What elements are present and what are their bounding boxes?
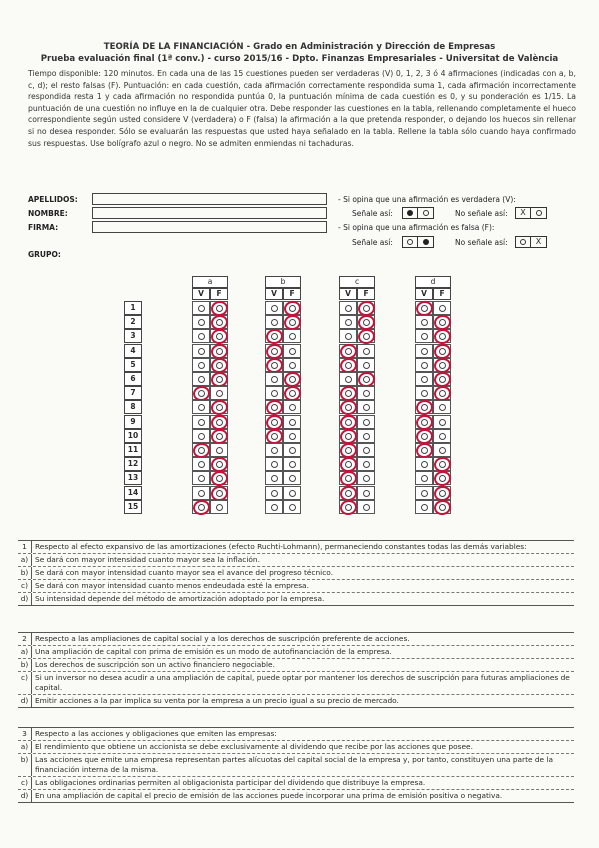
answer-bubble (421, 319, 428, 326)
answer-cell-b-1-f[interactable] (283, 301, 301, 315)
answer-bubble (289, 348, 296, 355)
answer-cell-d-6-f[interactable] (433, 372, 451, 386)
answer-cell-d-5-f[interactable] (433, 358, 451, 372)
option-row (18, 566, 574, 579)
answer-cell-c-10-f[interactable] (357, 429, 375, 443)
apellidos-label: APELLIDOS: (28, 195, 78, 204)
legend-false-mark-label: Señale así: (352, 238, 393, 247)
answer-cell-b-8-v[interactable] (265, 400, 283, 414)
row-number: 4 (124, 344, 142, 358)
answer-cell-a-11-v[interactable] (192, 443, 210, 457)
empty-circle-icon (531, 208, 546, 218)
col-header-f: F (433, 288, 451, 300)
option-text: Las obligaciones ordinarias permiten al obligacionista participar del dividendo que distribuye la empresa. (35, 778, 426, 787)
answer-cell-b-12-f[interactable] (283, 457, 301, 471)
answer-cell-d-8-v[interactable] (415, 400, 433, 414)
question-stem-row (18, 632, 574, 645)
row-number: 2 (124, 315, 142, 329)
answer-bubble (363, 475, 370, 482)
answer-cell-b-2-f[interactable] (283, 315, 301, 329)
answer-cell-c-12-v[interactable] (339, 457, 357, 471)
answer-cell-d-2-f[interactable] (433, 315, 451, 329)
option-row (18, 553, 574, 566)
answer-bubble (198, 333, 205, 340)
answer-cell-c-6-v[interactable] (339, 372, 357, 386)
answer-bubble (289, 404, 296, 411)
option-row (18, 592, 574, 606)
block-header-a: a (192, 276, 228, 288)
answer-bubble (216, 504, 223, 511)
answer-bubble (198, 419, 205, 426)
answer-cell-d-5-v[interactable] (415, 358, 433, 372)
question-stem: Respecto a las acciones y obligaciones que emiten las empresas: (35, 729, 277, 738)
answer-cell-b-3-v[interactable] (265, 329, 283, 343)
answer-cell-d-2-v[interactable] (415, 315, 433, 329)
answer-cell-c-11-v[interactable] (339, 443, 357, 457)
answer-bubble (198, 475, 205, 482)
col-header-f: F (357, 288, 375, 300)
answer-cell-a-10-v[interactable] (192, 429, 210, 443)
answer-bubble (198, 362, 205, 369)
option-letter: c) (18, 777, 32, 789)
option-text: Los derechos de suscripción son un activo financiero negociable. (35, 660, 275, 669)
answer-cell-d-9-v[interactable] (415, 415, 433, 429)
answer-cell-a-12-v[interactable] (192, 457, 210, 471)
option-letter: b) (18, 567, 32, 579)
answer-cell-a-6-v[interactable] (192, 372, 210, 386)
answer-cell-a-1-v[interactable] (192, 301, 210, 315)
answer-bubble (363, 490, 370, 497)
answer-bubble (198, 490, 205, 497)
firma-label: FIRMA: (28, 223, 59, 232)
answer-cell-b-2-v[interactable] (265, 315, 283, 329)
answer-bubble (421, 461, 428, 468)
answer-cell-d-14-v[interactable] (415, 486, 433, 500)
answer-cell-c-15-v[interactable] (339, 500, 357, 514)
option-text: Se dará con mayor intensidad cuanto mayor sea la inflación. (35, 555, 260, 564)
legend-true-mark-label: Señale así: (352, 209, 393, 218)
answer-bubble (345, 305, 352, 312)
option-letter: d) (18, 695, 32, 707)
option-letter: c) (18, 672, 32, 694)
answer-bubble (439, 433, 446, 440)
filled-dot-icon (418, 237, 433, 247)
option-row (18, 694, 574, 708)
answer-cell-c-13-v[interactable] (339, 471, 357, 485)
answer-cell-d-15-v[interactable] (415, 500, 433, 514)
block-header-d: d (415, 276, 451, 288)
question-stem-row (18, 540, 574, 553)
row-number: 12 (124, 457, 142, 471)
col-header-v: V (265, 288, 283, 300)
answer-bubble (289, 490, 296, 497)
option-text: Su intensidad depende del método de amortización adoptado por la empresa. (35, 594, 325, 603)
legend-true-text: - Si opina que una afirmación es verdadera (V): (338, 195, 516, 204)
answer-cell-b-9-f[interactable] (283, 415, 301, 429)
answer-bubble (289, 504, 296, 511)
empty-circle-icon (418, 208, 433, 218)
answer-bubble (198, 461, 205, 468)
answer-cell-d-10-f[interactable] (433, 429, 451, 443)
answer-bubble (271, 461, 278, 468)
answer-cell-c-8-f[interactable] (357, 400, 375, 414)
answer-cell-c-13-f[interactable] (357, 471, 375, 485)
answer-cell-b-4-f[interactable] (283, 344, 301, 358)
legend-false-dont-label: No señale así: (455, 238, 508, 247)
question-1 (18, 540, 574, 606)
answer-cell-a-13-v[interactable] (192, 471, 210, 485)
option-letter: c) (18, 580, 32, 592)
answer-cell-d-7-f[interactable] (433, 386, 451, 400)
answer-cell-b-10-v[interactable] (265, 429, 283, 443)
answer-cell-c-10-v[interactable] (339, 429, 357, 443)
answer-cell-a-15-f[interactable] (210, 500, 228, 514)
answer-cell-d-3-f[interactable] (433, 329, 451, 343)
answer-cell-d-1-v[interactable] (415, 301, 433, 315)
answer-bubble (363, 348, 370, 355)
answer-bubble (363, 419, 370, 426)
answer-bubble (421, 504, 428, 511)
answer-cell-b-6-f[interactable] (283, 372, 301, 386)
answer-cell-b-7-v[interactable] (265, 386, 283, 400)
instructions: Tiempo disponible: 120 minutos. En cada una de las 15 cuestiones pueden ser verdaderas (V) 0, 1, 2, 3 ó 4 afirmaciones (indicadas con a, b, c, d); el resto falsas (F). Puntuación: en cada cuestión, cada afirmación correctamente respondida suma 1, cada afirmación incorrectamente respondida resta 1 y cada afirmación no respondida puntúa 0, la puntuación mínima de cada cuestión es 0, y su ponderación es 1/15. La puntuación de una cuestión no influye en la de cualquier otra. Debe responder las cuestiones en la tabla, rellenando completamente el hueco correspondiente según usted considere V (verdadera) o F (falsa) la afirmación a la que pretenda responder, o dejando los huecos sin rellenar si no desea responder. Sólo se evaluarán las respuestas que usted haya señalado en la tabla. Rellene la tabla sólo cuando haya confirmado sus respuestas. Use bolígrafo azul o negro. No se admiten enmiendas ni tachaduras. (28, 69, 576, 148)
apellidos-field[interactable] (92, 193, 327, 205)
answer-bubble (363, 461, 370, 468)
answer-cell-b-14-v[interactable] (265, 486, 283, 500)
option-text: El rendimiento que obtiene un accionista se debe exclusivamente al dividendo que recibe por las acciones que posee. (35, 742, 473, 751)
answer-bubble (363, 447, 370, 454)
answer-cell-b-11-f[interactable] (283, 443, 301, 457)
answer-cell-a-12-f[interactable] (210, 457, 228, 471)
answer-cell-d-11-v[interactable] (415, 443, 433, 457)
option-text: Emitir acciones a la par implica su venta por la empresa a un precio igual a su precio de mercado. (35, 696, 399, 705)
answer-bubble (421, 333, 428, 340)
answer-cell-a-10-f[interactable] (210, 429, 228, 443)
answer-cell-b-11-v[interactable] (265, 443, 283, 457)
question-number: 3 (18, 728, 32, 740)
answer-cell-c-12-f[interactable] (357, 457, 375, 471)
answer-bubble (271, 490, 278, 497)
answer-cell-d-7-v[interactable] (415, 386, 433, 400)
answer-cell-c-2-f[interactable] (357, 315, 375, 329)
answer-cell-b-15-v[interactable] (265, 500, 283, 514)
answer-cell-d-9-f[interactable] (433, 415, 451, 429)
answer-cell-c-6-f[interactable] (357, 372, 375, 386)
option-letter: a) (18, 646, 32, 658)
answer-cell-a-9-v[interactable] (192, 415, 210, 429)
option-text: Una ampliación de capital con prima de emisión es un modo de autofinanciación de la empresa. (35, 647, 392, 656)
answer-bubble (439, 447, 446, 454)
option-letter: d) (18, 790, 32, 802)
answer-cell-d-1-f[interactable] (433, 301, 451, 315)
question-number: 1 (18, 541, 32, 553)
option-letter: b) (18, 754, 32, 776)
answer-cell-c-1-f[interactable] (357, 301, 375, 315)
answer-bubble (363, 404, 370, 411)
question-stem-row (18, 727, 574, 740)
handwritten-circle-mark (339, 498, 359, 516)
answer-cell-c-1-v[interactable] (339, 301, 357, 315)
answer-cell-a-4-v[interactable] (192, 344, 210, 358)
answer-bubble (289, 461, 296, 468)
answer-cell-c-11-f[interactable] (357, 443, 375, 457)
row-number: 1 (124, 301, 142, 315)
answer-cell-a-8-f[interactable] (210, 400, 228, 414)
answer-bubble (198, 376, 205, 383)
answer-cell-b-5-f[interactable] (283, 358, 301, 372)
filled-dot-icon (403, 208, 418, 218)
answer-cell-c-14-f[interactable] (357, 486, 375, 500)
row-number: 3 (124, 329, 142, 343)
question-2 (18, 632, 574, 708)
answer-cell-c-5-v[interactable] (339, 358, 357, 372)
answer-cell-b-13-v[interactable] (265, 471, 283, 485)
answer-cell-b-5-v[interactable] (265, 358, 283, 372)
answer-bubble (271, 305, 278, 312)
answer-cell-b-14-f[interactable] (283, 486, 301, 500)
answer-bubble (289, 447, 296, 454)
answer-bubble (198, 348, 205, 355)
answer-bubble (289, 433, 296, 440)
answer-cell-a-8-v[interactable] (192, 400, 210, 414)
answer-cell-d-4-f[interactable] (433, 344, 451, 358)
answer-bubble (271, 319, 278, 326)
row-number: 11 (124, 443, 142, 457)
answer-cell-d-11-f[interactable] (433, 443, 451, 457)
answer-cell-a-3-f[interactable] (210, 329, 228, 343)
col-header-v: V (415, 288, 433, 300)
answer-bubble (439, 419, 446, 426)
answer-cell-c-4-v[interactable] (339, 344, 357, 358)
answer-cell-a-13-f[interactable] (210, 471, 228, 485)
answer-bubble (271, 475, 278, 482)
option-letter: b) (18, 659, 32, 671)
row-number: 7 (124, 386, 142, 400)
option-row (18, 789, 574, 803)
answer-bubble (421, 362, 428, 369)
answer-cell-c-15-f[interactable] (357, 500, 375, 514)
row-number: 5 (124, 358, 142, 372)
option-text: Si un inversor no desea acudir a una ampliación de capital, puede optar por mantener los derechos de suscripción para futuras ampliaciones de capital. (35, 673, 570, 692)
question-number: 2 (18, 633, 32, 645)
answer-cell-b-1-v[interactable] (265, 301, 283, 315)
answer-bubble (363, 433, 370, 440)
answer-cell-d-4-v[interactable] (415, 344, 433, 358)
legend-false-text: - Si opina que una afirmación es falsa (F): (338, 223, 495, 232)
legend-false-correct (402, 236, 434, 248)
answer-cell-b-15-f[interactable] (283, 500, 301, 514)
answer-bubble (439, 404, 446, 411)
cross-mark: X (535, 237, 542, 246)
col-header-v: V (339, 288, 357, 300)
answer-cell-a-14-v[interactable] (192, 486, 210, 500)
answer-bubble (363, 504, 370, 511)
answer-cell-a-6-f[interactable] (210, 372, 228, 386)
empty-circle-icon (403, 237, 418, 247)
answer-cell-c-7-v[interactable] (339, 386, 357, 400)
answer-bubble (363, 362, 370, 369)
option-text: Se dará con mayor intensidad cuanto mayor sea el avance del progreso técnico. (35, 568, 334, 577)
firma-field[interactable] (92, 221, 327, 233)
answer-cell-c-3-v[interactable] (339, 329, 357, 343)
option-row (18, 645, 574, 658)
handwritten-circle-mark (192, 498, 212, 516)
block-header-b: b (265, 276, 301, 288)
answer-bubble (289, 475, 296, 482)
answer-cell-b-4-v[interactable] (265, 344, 283, 358)
answer-bubble (198, 404, 205, 411)
row-number: 8 (124, 400, 142, 414)
nombre-field[interactable] (92, 207, 327, 219)
legend-true-correct (402, 207, 434, 219)
answer-bubble (289, 419, 296, 426)
answer-cell-d-12-f[interactable] (433, 457, 451, 471)
row-number: 10 (124, 429, 142, 443)
legend-false-wrong (515, 236, 547, 248)
col-header-f: F (283, 288, 301, 300)
answer-bubble (421, 376, 428, 383)
answer-cell-d-12-v[interactable] (415, 457, 433, 471)
answer-cell-b-12-v[interactable] (265, 457, 283, 471)
answer-bubble (345, 376, 352, 383)
answer-cell-b-10-f[interactable] (283, 429, 301, 443)
answer-bubble (421, 475, 428, 482)
option-text: Se dará con mayor intensidad cuanto menos endeudada esté la empresa. (35, 581, 309, 590)
answer-cell-c-14-v[interactable] (339, 486, 357, 500)
answer-cell-a-11-f[interactable] (210, 443, 228, 457)
answer-cell-d-13-f[interactable] (433, 471, 451, 485)
option-text: Las acciones que emite una empresa representan partes alícuotas del capital social de la empresa y, por tanto, constituyen una parte de la financiación interna de la misma. (35, 755, 554, 774)
exam-subtitle: Prueba evaluación final (1ª conv.) - curso 2015/16 - Dpto. Finanzas Empresariales - Universitat de València (40, 54, 559, 64)
nombre-label: NOMBRE: (28, 209, 68, 218)
answer-cell-a-7-v[interactable] (192, 386, 210, 400)
answer-cell-a-14-f[interactable] (210, 486, 228, 500)
answer-cell-d-6-v[interactable] (415, 372, 433, 386)
option-letter: a) (18, 554, 32, 566)
answer-cell-d-14-f[interactable] (433, 486, 451, 500)
answer-cell-a-9-f[interactable] (210, 415, 228, 429)
answer-cell-b-3-f[interactable] (283, 329, 301, 343)
answer-cell-d-8-f[interactable] (433, 400, 451, 414)
option-row (18, 753, 574, 776)
answer-cell-a-2-v[interactable] (192, 315, 210, 329)
legend-true-dont-label: No señale así: (455, 209, 508, 218)
row-number: 15 (124, 500, 142, 514)
row-number: 14 (124, 486, 142, 500)
answer-bubble (271, 447, 278, 454)
question-3 (18, 727, 574, 803)
answer-cell-d-15-f[interactable] (433, 500, 451, 514)
answer-cell-b-9-v[interactable] (265, 415, 283, 429)
answer-cell-b-13-f[interactable] (283, 471, 301, 485)
answer-cell-c-8-v[interactable] (339, 400, 357, 414)
option-row (18, 658, 574, 671)
answer-cell-d-13-v[interactable] (415, 471, 433, 485)
col-header-v: V (192, 288, 210, 300)
answer-bubble (198, 319, 205, 326)
exam-title: TEORÍA DE LA FINANCIACIÓN - Grado en Administración y Dirección de Empresas (103, 42, 496, 52)
answer-bubble (421, 348, 428, 355)
answer-cell-c-9-f[interactable] (357, 415, 375, 429)
answer-cell-c-7-f[interactable] (357, 386, 375, 400)
row-number: 6 (124, 372, 142, 386)
answer-bubble (198, 305, 205, 312)
answer-cell-a-2-f[interactable] (210, 315, 228, 329)
cross-mark: X (516, 208, 531, 218)
question-stem: Respecto al efecto expansivo de las amortizaciones (efecto Ruchti-Lohmann), permaneciendo constantes todas las demás variables: (35, 542, 527, 551)
answer-cell-c-3-f[interactable] (357, 329, 375, 343)
empty-circle-icon (516, 237, 531, 247)
answer-cell-d-3-v[interactable] (415, 329, 433, 343)
answer-cell-c-9-v[interactable] (339, 415, 357, 429)
answer-cell-a-5-f[interactable] (210, 358, 228, 372)
grupo-label: GRUPO: (28, 250, 61, 259)
answer-bubble (345, 333, 352, 340)
answer-bubble (216, 447, 223, 454)
answer-bubble (421, 490, 428, 497)
answer-cell-b-6-v[interactable] (265, 372, 283, 386)
answer-cell-c-2-v[interactable] (339, 315, 357, 329)
handwritten-circle-mark (433, 498, 453, 516)
answer-bubble (271, 390, 278, 397)
answer-bubble (271, 376, 278, 383)
answer-bubble (439, 305, 446, 312)
answer-cell-a-4-f[interactable] (210, 344, 228, 358)
answer-cell-a-7-f[interactable] (210, 386, 228, 400)
answer-bubble (363, 390, 370, 397)
answer-cell-c-5-f[interactable] (357, 358, 375, 372)
answer-cell-d-10-v[interactable] (415, 429, 433, 443)
answer-cell-c-4-f[interactable] (357, 344, 375, 358)
answer-cell-b-7-f[interactable] (283, 386, 301, 400)
answer-cell-a-3-v[interactable] (192, 329, 210, 343)
option-row (18, 776, 574, 789)
answer-cell-a-5-v[interactable] (192, 358, 210, 372)
answer-bubble (421, 390, 428, 397)
answer-bubble (198, 433, 205, 440)
answer-cell-a-15-v[interactable] (192, 500, 210, 514)
option-row (18, 740, 574, 753)
answer-cell-a-1-f[interactable] (210, 301, 228, 315)
col-header-f: F (210, 288, 228, 300)
option-row (18, 671, 574, 694)
legend-true-wrong (515, 207, 547, 219)
option-row (18, 579, 574, 592)
answer-bubble (289, 362, 296, 369)
row-number: 13 (124, 471, 142, 485)
row-number: 9 (124, 415, 142, 429)
option-text: En una ampliación de capital el precio de emisión de las acciones puede incorporar una prima de emisión positiva o negativa. (35, 791, 503, 800)
option-letter: a) (18, 741, 32, 753)
option-letter: d) (18, 593, 32, 605)
answer-bubble (289, 333, 296, 340)
answer-bubble (271, 504, 278, 511)
question-stem: Respecto a las ampliaciones de capital social y a los derechos de suscripción preferente de acciones. (35, 634, 410, 643)
answer-bubble (345, 319, 352, 326)
answer-bubble (216, 390, 223, 397)
block-header-c: c (339, 276, 375, 288)
answer-cell-b-8-f[interactable] (283, 400, 301, 414)
